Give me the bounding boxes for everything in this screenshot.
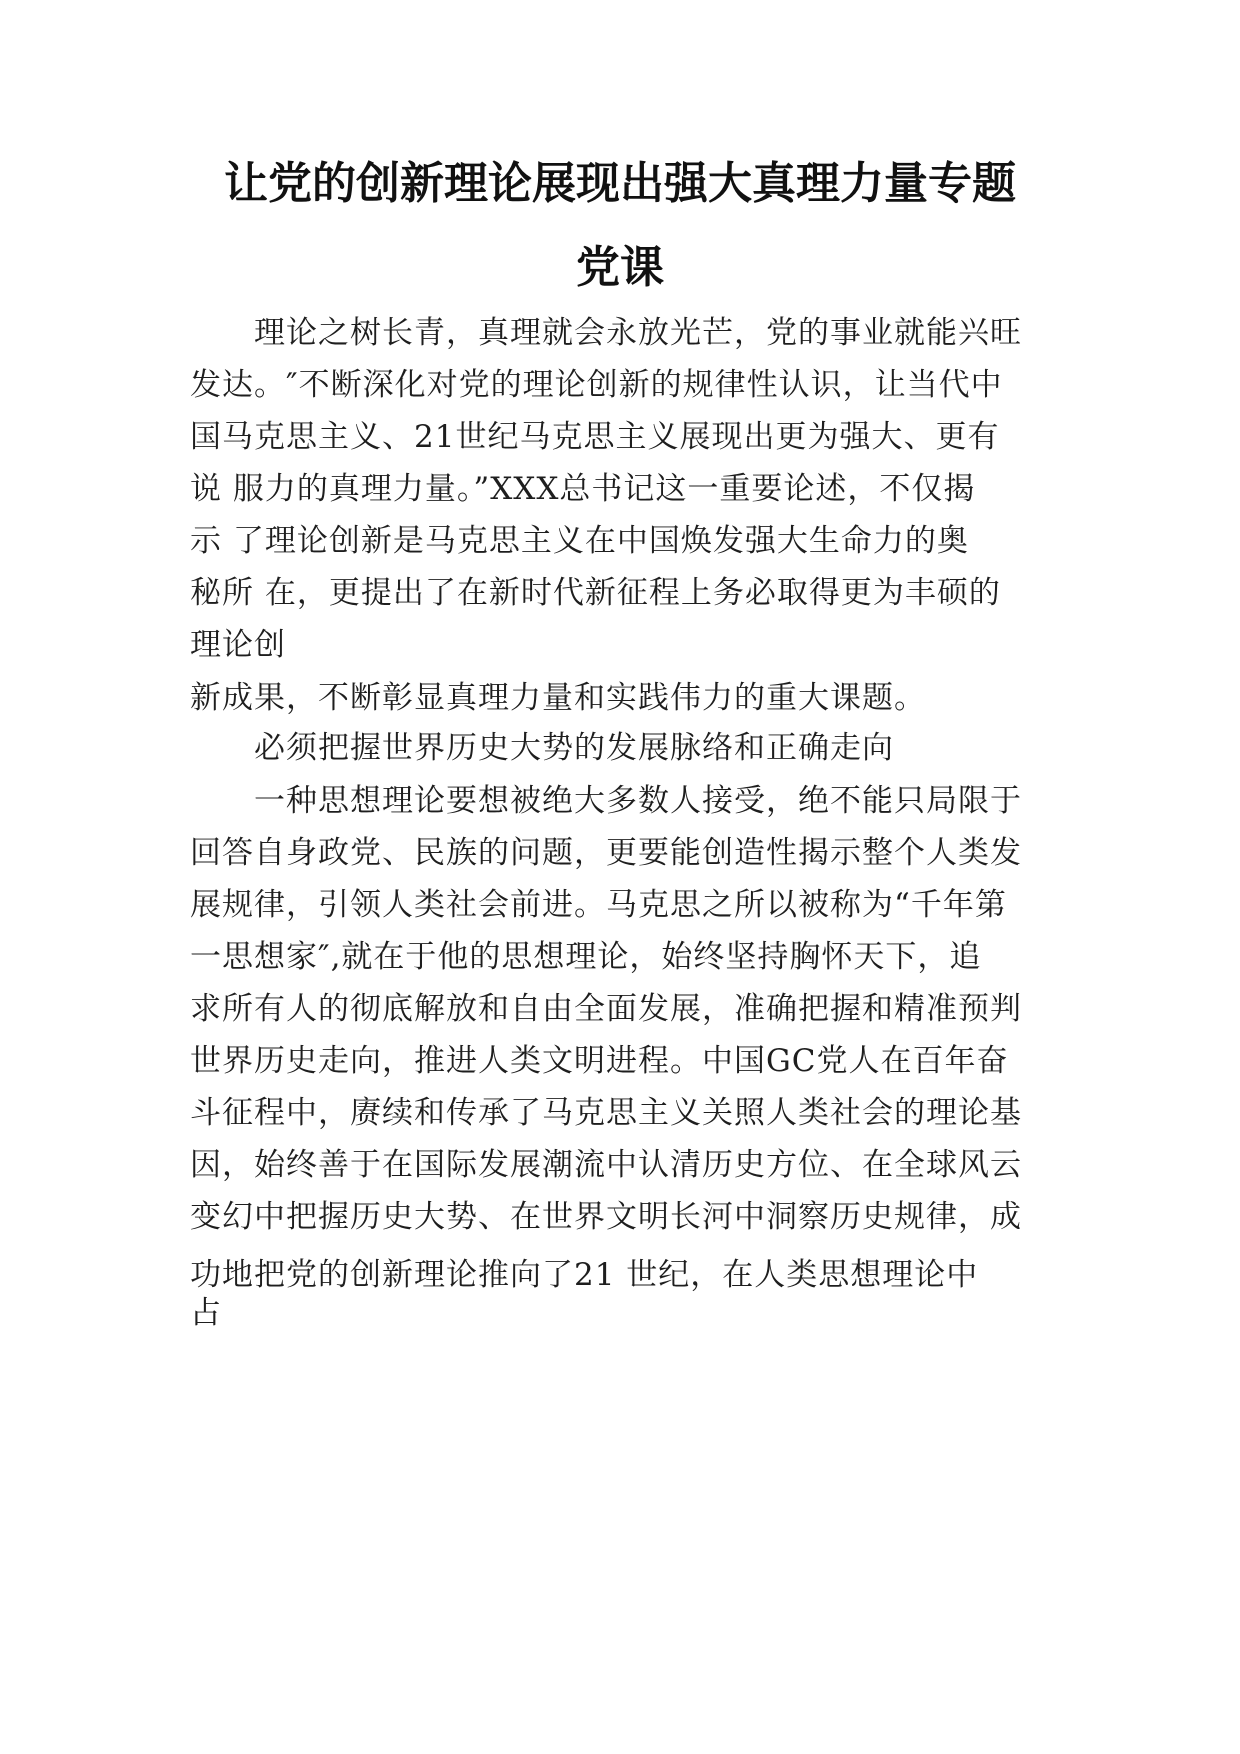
text-line: 功地把党的创新理论推向了21 世纪，在人类思想理论中 xyxy=(190,1257,979,1293)
text-line: 求所有人的彻底解放和自由全面发展，准确把握和精准预判 xyxy=(190,991,1022,1027)
text-line: 发达。″不断深化对党的理论创新的规律性认识，让当代中 xyxy=(190,367,1003,403)
text-line: 回答自身政党、民族的问题，更要能创造性揭示整个人类发 xyxy=(190,835,1022,871)
text-line: 必须把握世界历史大势的发展脉络和正确走向 xyxy=(254,730,894,766)
document-title-line-1: 让党的创新理论展现出强大真理力量专题 xyxy=(224,158,1016,209)
text-line: 世界历史走向，推进人类文明进程。中国GC党人在百年奋 xyxy=(190,1043,1009,1079)
text-line: 一种思想理论要想被绝大多数人接受，绝不能只局限于 xyxy=(254,783,1022,819)
text-line: 占 xyxy=(190,1295,222,1331)
text-line: 新成果，不断彰显真理力量和实践伟力的重大课题。 xyxy=(190,680,926,716)
text-line: 说 服力的真理力量。”XXX总书记这一重要论述，不仅揭 xyxy=(190,471,976,507)
paragraph-body xyxy=(190,775,1050,1243)
text-line: 秘所 在，更提出了在新时代新征程上务必取得更为丰硕的 xyxy=(190,575,1001,611)
text-line: 展规律，引领人类社会前进。马克思之所以被称为“千年第 xyxy=(190,887,1007,923)
text-line: 国马克思主义、21世纪马克思主义展现出更为强大、更有 xyxy=(190,419,1000,455)
text-line: 一思想家″,就在于他的思想理论，始终坚持胸怀天下，追 xyxy=(190,939,982,975)
section-heading xyxy=(190,722,1050,774)
text-line: 理论之树长青，真理就会永放光芒，党的事业就能兴旺 xyxy=(254,315,1022,351)
text-line: 变幻中把握历史大势、在世界文明长河中洞察历史规律，成 xyxy=(190,1199,1022,1235)
text-line: 示 了理论创新是马克思主义在中国焕发强大生命力的奥 xyxy=(190,523,969,559)
paragraph-tail xyxy=(190,1256,1050,1332)
paragraph-continuation xyxy=(190,672,1050,724)
text-line: 因，始终善于在国际发展潮流中认清历史方位、在全球风云 xyxy=(190,1147,1022,1183)
text-line: 斗征程中，赓续和传承了马克思主义关照人类社会的理论基 xyxy=(190,1095,1022,1131)
document-title-line-2: 党课 xyxy=(576,242,664,293)
paragraph-intro xyxy=(190,307,1050,671)
text-line: 理论创 xyxy=(190,627,286,663)
